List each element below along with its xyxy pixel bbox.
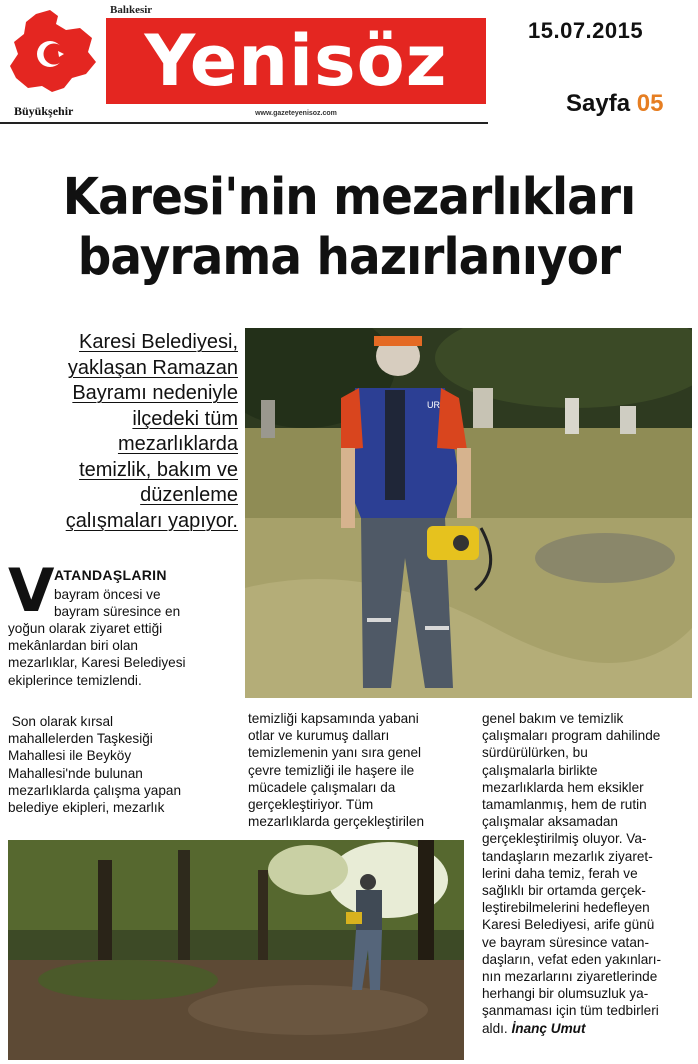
text-line: herhangi bir olumsuzluk ya- bbox=[482, 986, 649, 1002]
text-line: bayram öncesi ve bbox=[54, 587, 161, 602]
page-number: 05 bbox=[636, 90, 664, 117]
worker-trimming-photo bbox=[245, 328, 692, 698]
spot-line: ilçedeki tüm bbox=[132, 407, 238, 430]
text-line: yoğun olarak ziyaret ettiği bbox=[8, 621, 163, 636]
text-line: çalışmalar aksamadan bbox=[482, 814, 618, 830]
spot-line: Karesi Belediyesi, bbox=[79, 331, 238, 353]
text-line: Mahallesi'nde bulunan bbox=[8, 765, 143, 781]
headline-line: bayrama hazırlanıyor bbox=[77, 228, 621, 287]
text-line: ekiplerince temizlendi. bbox=[8, 672, 142, 688]
publication-url: www.gazeteyenisoz.com bbox=[255, 110, 337, 117]
text-line: sürdürülürken, bu bbox=[482, 745, 588, 761]
text-line: sağlıklı bir ortamda gerçek- bbox=[482, 883, 646, 899]
text-line bbox=[482, 1020, 661, 1037]
publication-name: Yenisöz bbox=[144, 20, 448, 102]
text-line: mezarlıklarda çalışma yapan bbox=[8, 782, 182, 798]
text-line: çalışmalarla birlikte bbox=[482, 762, 598, 778]
text-line: belediye ekipleri, mezarlık bbox=[8, 800, 165, 816]
text-line: leştirebilmelerini hedefleyen bbox=[482, 900, 650, 916]
text-line: çevre temizliği ile haşere ile bbox=[248, 762, 415, 778]
masthead-divider bbox=[0, 122, 488, 124]
text-line: otlar ve kurumuş dalları bbox=[248, 728, 390, 744]
spot-line: temizlik, bakım ve bbox=[79, 458, 238, 481]
author-name: İnanç Umut bbox=[511, 1020, 586, 1036]
page-label: Sayfa bbox=[566, 90, 631, 117]
text-line: genel bakım ve temizlik bbox=[482, 711, 624, 726]
lead-caps: ATANDAŞLARIN bbox=[54, 567, 167, 583]
spot-line: düzenleme bbox=[140, 484, 238, 506]
region-label: Büyükşehir bbox=[14, 104, 74, 118]
text-line: mezarlıklarda hem eksikler bbox=[482, 779, 644, 795]
spot-text bbox=[8, 330, 238, 534]
body-column-2 bbox=[248, 710, 424, 830]
forest-worker-photo bbox=[8, 840, 464, 1060]
spot-line: yaklaşan Ramazan bbox=[67, 356, 238, 379]
drop-cap: V bbox=[8, 556, 55, 626]
publication-city: Balıkesir bbox=[110, 4, 153, 16]
text-line: lerini daha temiz, ferah ve bbox=[482, 865, 638, 881]
text-line: gerçekleştirilmiş oluyor. Va- bbox=[482, 831, 647, 847]
text-line: bayram süresince en bbox=[54, 604, 181, 620]
headline-line: Karesi'nin mezarlıkları bbox=[62, 168, 636, 227]
spot-line: Bayramı nedeniyle bbox=[72, 382, 238, 404]
text-line: tandaşların mezarlık ziyaret- bbox=[482, 848, 653, 864]
text-line: mahallelerden Taşkesiği bbox=[8, 731, 153, 747]
text-line: şanmaması için tüm tedbirleri bbox=[482, 1003, 659, 1019]
text-line: ve bayram süresince vatan- bbox=[482, 934, 649, 950]
text-line: mücadele çalışmaları da bbox=[248, 779, 396, 795]
spot-line: mezarlıklarda bbox=[117, 433, 238, 455]
text-line: gerçekleştiriyor. Tüm bbox=[248, 797, 374, 813]
text-line: temizliği kapsamında yabani bbox=[248, 711, 419, 726]
text-line: Mahallesi ile Beyköy bbox=[8, 748, 132, 764]
headline bbox=[28, 168, 670, 288]
vest-text: UR bbox=[427, 400, 440, 410]
text-line: mekânlardan biri olan bbox=[8, 638, 138, 654]
lead-text-continued bbox=[8, 620, 186, 689]
lead-text bbox=[54, 586, 180, 620]
text-line: Son olarak kırsal bbox=[8, 714, 114, 729]
last-line: aldı. bbox=[482, 1020, 508, 1036]
body-column-3 bbox=[482, 710, 661, 1037]
text-line: nın mezarlarını ziyaretlerinde bbox=[482, 969, 658, 985]
text-line: mezarlıklar, Karesi Belediyesi bbox=[8, 655, 186, 671]
text-line: Karesi Belediyesi, arife günü bbox=[482, 917, 655, 933]
body-column-1 bbox=[8, 713, 181, 816]
page-indicator bbox=[566, 90, 663, 118]
text-line: çalışmaları program dahilinde bbox=[482, 728, 661, 744]
issue-date: 15.07.2015 bbox=[528, 18, 644, 43]
text-line: mezarlıklarda gerçekleştirilen bbox=[248, 814, 425, 830]
turkey-map-logo bbox=[6, 8, 98, 96]
text-line: temizlemenin yanı sıra genel bbox=[248, 745, 422, 761]
text-line: daşların, vefat eden yakınları- bbox=[482, 951, 662, 967]
spot-line: çalışmaları yapıyor. bbox=[65, 509, 238, 532]
text-line: tamamlanmış, hem de rutin bbox=[482, 797, 647, 813]
